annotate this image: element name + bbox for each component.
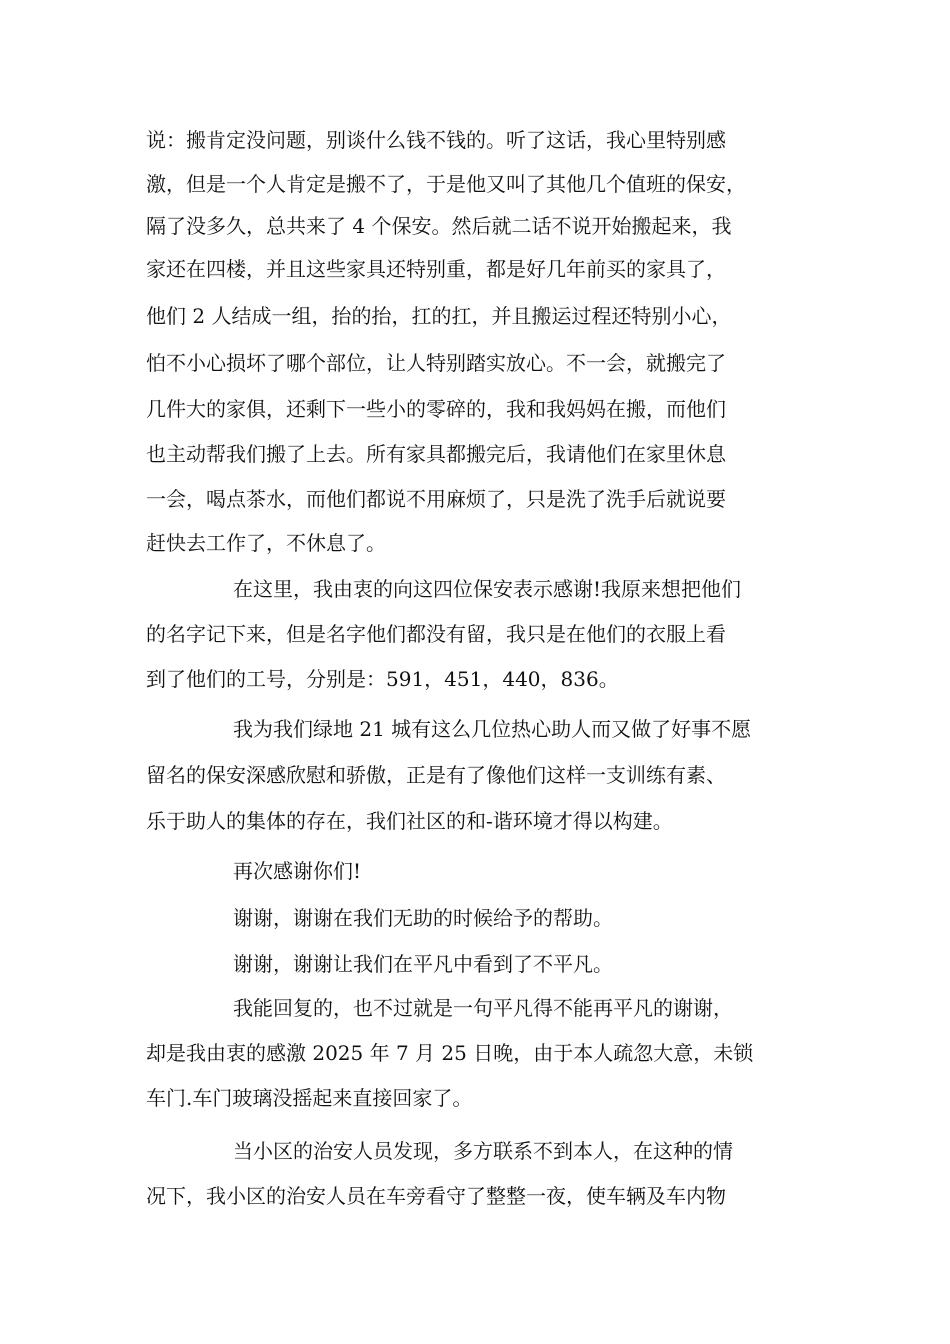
text-line: 也主动帮我们搬了上去。所有家具都搬完后，我请他们在家里休息 <box>146 442 726 466</box>
paragraph-start-line: 谢谢，谢谢在我们无助的时候给予的帮助。 <box>233 906 613 930</box>
text-line: 几件大的家俱，还剩下一些小的零碎的，我和我妈妈在搬，而他们 <box>146 397 726 421</box>
paragraph-start-line: 在这里，我由衷的向这四位保安表示感谢!我原来想把他们 <box>233 577 742 601</box>
paragraph-start-line: 我为我们绿地 21 城有这么几位热心助人而又做了好事不愿 <box>233 717 752 741</box>
text-line: 赶快去工作了，不休息了。 <box>146 531 386 555</box>
text-line: 到了他们的工号，分别是：591，451，440，836。 <box>146 667 619 691</box>
text-line: 留名的保安深感欣慰和骄傲，正是有了像他们这样一支训练有素、 <box>146 763 726 787</box>
paragraph-start-line: 谢谢，谢谢让我们在平凡中看到了不平凡。 <box>233 952 613 976</box>
text-line: 他们 2 人结成一组，抬的抬，扛的扛，并且搬运过程还特别小心， <box>146 304 732 328</box>
paragraph-start-line: 再次感谢你们! <box>233 859 362 883</box>
text-line: 的名字记下来，但是名字他们都没有留，我只是在他们的衣服上看 <box>146 622 726 646</box>
paragraph-start-line: 当小区的治安人员发现，多方联系不到本人，在这种的情 <box>233 1139 733 1163</box>
text-line: 况下，我小区的治安人员在车旁看守了整整一夜，使车辆及车内物 <box>146 1184 726 1208</box>
paragraph-start-line: 我能回复的，也不过就是一句平凡得不能再平凡的谢谢， <box>233 996 733 1020</box>
text-line: 乐于助人的集体的存在，我们社区的和-谐环境才得以构建。 <box>146 809 673 833</box>
text-line: 说：搬肯定没问题，别谈什么钱不钱的。听了这话，我心里特别感 <box>146 128 726 152</box>
text-line: 怕不小心损坏了哪个部位，让人特别踏实放心。不一会，就搬完了 <box>146 351 726 375</box>
text-line: 车门.车门玻璃没摇起来直接回家了。 <box>146 1086 473 1110</box>
text-line: 却是我由衷的感激 2025 年 7 月 25 日晚，由于本人疏忽大意，未锁 <box>146 1041 754 1065</box>
text-line: 激，但是一个人肯定是搬不了，于是他又叫了其他几个值班的保安， <box>146 172 746 196</box>
text-line: 一会，喝点茶水，而他们都说不用麻烦了，只是洗了洗手后就说要 <box>146 487 726 511</box>
text-line: 家还在四楼，并且这些家具还特别重，都是好几年前买的家具了， <box>146 257 726 281</box>
text-line: 隔了没多久，总共来了 4 个保安。然后就二话不说开始搬起来，我 <box>146 214 732 238</box>
